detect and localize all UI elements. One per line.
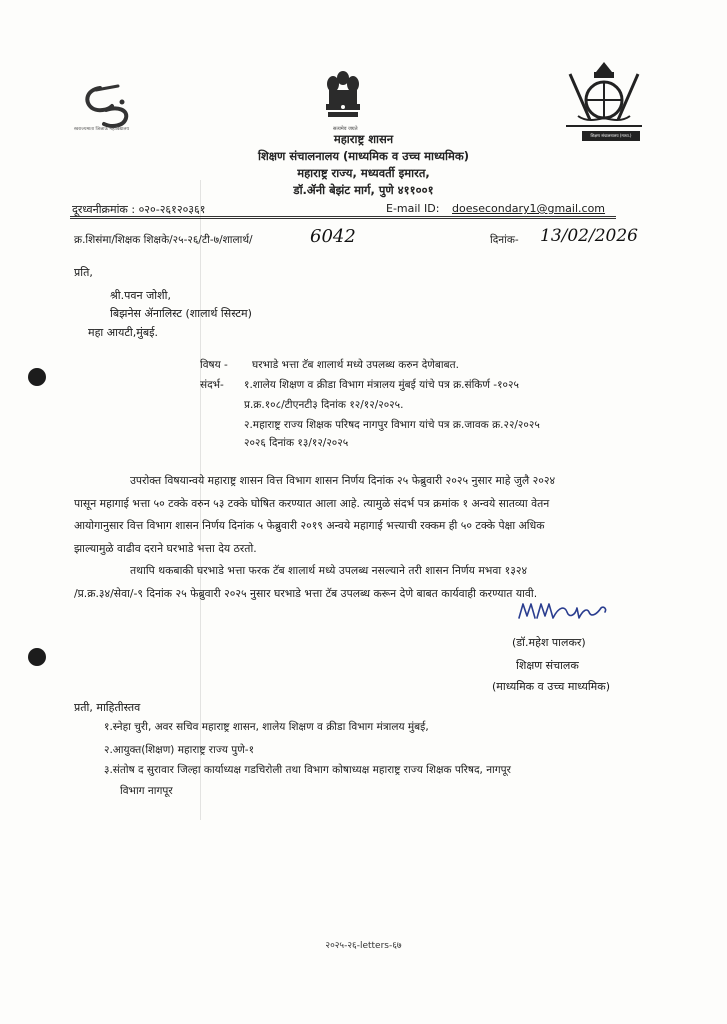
body-line: पासून महागाई भत्ता ५० टक्के वरुन ५३ टक्के घोषित करण्यात आला आहे. त्यामुळे संदर्भ पत्र क्रमांक १ अन्वये सातव्या वेतन: [74, 496, 550, 510]
reference-number: क्र.शिसंमा/शिक्षक शिक्षके/२५-२६/टी-७/शालार्थ/: [74, 234, 253, 246]
reference-line: १.शालेय शिक्षण व क्रीडा विभाग मंत्रालय मुंबई यांचे पत्र क्र.संकिर्ण -१०२५: [244, 379, 519, 391]
recipient-office: महा आयटी,मुंबई.: [88, 326, 159, 339]
body-paragraph-1: [74, 470, 555, 560]
body-line: झाल्यामुळे वाढीव दराने घरभाडे भत्ता देय ठरतो.: [74, 541, 257, 555]
date-label: दिनांक-: [490, 234, 519, 246]
recipient-salutation: प्रति,: [74, 266, 93, 279]
references-label: संदर्भ-: [200, 379, 224, 391]
header-line-1: महाराष्ट्र शासन: [333, 132, 394, 146]
footer-code: २०२५-२६-letters-६७: [325, 941, 402, 951]
signatory-name: (डॉ.महेश पालकर): [512, 636, 586, 649]
subject-text: घरभाडे भत्ता टॅब शालार्थ मध्ये उपलब्ध करुन देणेबाबत.: [252, 359, 459, 371]
punch-hole-bottom: [28, 648, 46, 666]
body-line: तथापि थकबाकी घरभाडे भत्ता फरक टॅब शालार्थ मध्ये उपलब्ध नसल्याने तरी शासन निर्णय मभवा १३२४: [130, 564, 528, 577]
copy-item: ३.संतोष द सुरावार जिल्हा कार्याध्यक्ष गडचिरोली तथा विभाग कोषाध्यक्ष महाराष्ट्र राज्य शिक्षक परिषद, नागपूर: [104, 764, 511, 776]
signatory-designation: शिक्षण संचालक: [516, 659, 579, 672]
copy-item: १.स्नेहा चुरी, अवर सचिव महाराष्ट्र शासन, शालेय शिक्षण व क्रीडा विभाग मंत्रालय मुंबई,: [104, 721, 429, 733]
header-line-3: महाराष्ट्र राज्य, मध्यवर्ती इमारत,: [297, 166, 430, 180]
body-line: आयोगानुसार वित्त विभाग शासन निर्णय दिनांक ५ फेब्रुवारी २०१९ अन्वये महागाई भत्त्याची रक्कम ही ५० टक्के पेक्षा अधिक: [74, 519, 545, 532]
emblem-caption: सत्यमेव जयते: [333, 126, 358, 132]
subject-label: विषय -: [200, 359, 228, 371]
header-divider: [70, 216, 616, 217]
copies-label: प्रती, माहितीस्तव: [74, 701, 141, 714]
reference-line: प्र.क्र.१०८/टीएनटी३ दिनांक १२/१२/२०२५.: [244, 399, 404, 411]
ashoka-emblem-icon: [322, 68, 364, 126]
punch-hole-top: [28, 368, 46, 386]
handwritten-date: 13/02/2026: [540, 226, 638, 246]
left-logo-caption: स्वराज्यमाता जिजाऊ महाविद्यालय: [74, 127, 130, 132]
body-line: /प्र.क्र.३४/सेवा/-९ दिनांक २५ फेब्रुवारी २०२५ नुसार घरभाडे भत्ता टॅब उपलब्ध करून देणे बाबत कार्यवाही करण्यात यावी.: [74, 586, 538, 600]
reference-line: २०२६ दिनांक १३/१२/२०२५: [244, 437, 349, 449]
handwritten-reference-number: 6042: [310, 226, 356, 247]
email-link[interactable]: doesecondary1@gmail.com: [452, 202, 606, 215]
body-paragraph-2: [74, 560, 537, 605]
header-divider-2: [70, 218, 616, 219]
reference-line: २.महाराष्ट्र राज्य शिक्षक परिषद नागपुर विभाग यांचे पत्र क्र.जावक क्र.२२/२०२५: [244, 419, 540, 431]
seal-caption: शिक्षण संचालनालय (माध्य.): [582, 131, 640, 141]
recipient-designation: बिझनेस ॲनालिस्ट (शालार्थ सिस्टम): [110, 307, 252, 320]
header-line-2: शिक्षण संचालनालय (माध्यमिक व उच्च माध्यमिक): [258, 149, 469, 163]
signature-icon: [515, 598, 610, 624]
email-label: E-mail ID:: [386, 202, 440, 215]
body-line: उपरोक्त विषयान्वये महाराष्ट्र शासन वित्त विभाग शासन निर्णय दिनांक २५ फेब्रुवारी २०२५ नुसार माहे जुलै २०२४: [130, 474, 556, 487]
header-line-4: डॉ.ॲनी बेझंट मार्ग, पुणे ४११००१: [293, 183, 434, 197]
phone-number: दूरध्वनीक्रमांक : ०२०-२६१२०३६१: [72, 203, 206, 216]
recipient-name: श्री.पवन जोशी,: [110, 289, 171, 302]
signatory-department: (माध्यमिक व उच्च माध्यमिक): [492, 680, 610, 693]
copy-item: विभाग नागपूर: [120, 785, 173, 797]
copy-item: २.आयुक्त(शिक्षण) महाराष्ट्र राज्य पुणे-१: [104, 744, 255, 756]
